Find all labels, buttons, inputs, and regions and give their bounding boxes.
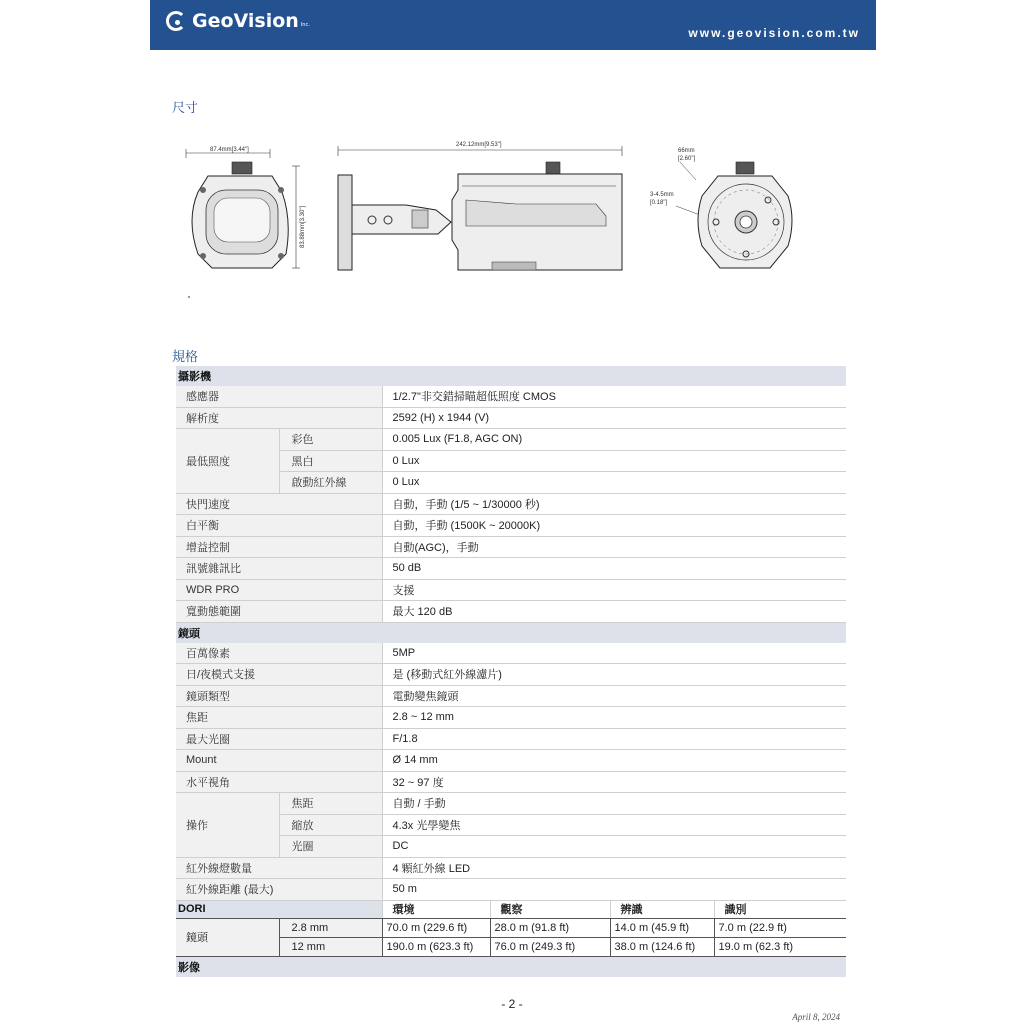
table-row <box>176 879 846 901</box>
stray-dot <box>188 296 190 298</box>
spec-table <box>176 366 846 977</box>
spec-value: 自動 / 手動 <box>382 793 846 815</box>
spec-value: 自動，手動 (1500K ~ 20000K) <box>382 515 846 537</box>
table-row <box>176 601 846 623</box>
spec-value: 50 dB <box>382 558 846 580</box>
spec-label: 感應器 <box>176 386 382 407</box>
table-row <box>176 750 846 772</box>
table-row <box>176 558 846 580</box>
spec-label: 最大光圈 <box>176 728 382 750</box>
spec-label: WDR PRO <box>176 579 382 601</box>
brand-name: GeoVision <box>192 10 299 32</box>
dori-header: 識別 <box>714 900 846 918</box>
brand-logo[interactable] <box>166 10 310 32</box>
spec-sublabel: 黑白 <box>279 450 382 472</box>
spec-label: 紅外線距離 (最大) <box>176 879 382 901</box>
dori-value: 28.0 m (91.8 ft) <box>490 918 610 937</box>
dori-value: 76.0 m (249.3 ft) <box>490 937 610 956</box>
spec-label: 增益控制 <box>176 536 382 558</box>
dori-value: 7.0 m (22.9 ft) <box>714 918 846 937</box>
dori-header-row <box>176 900 846 918</box>
category-image <box>176 956 846 977</box>
spec-value: 32 ~ 97 度 <box>382 771 846 793</box>
table-row <box>176 386 846 407</box>
spec-value: 2.8 ~ 12 mm <box>382 707 846 729</box>
spec-label: 解析度 <box>176 407 382 429</box>
spec-label: 最低照度 <box>176 429 279 494</box>
table-row <box>176 728 846 750</box>
spec-value: 最大 120 dB <box>382 601 846 623</box>
dori-value: 70.0 m (229.6 ft) <box>382 918 490 937</box>
table-row <box>176 771 846 793</box>
table-row <box>176 707 846 729</box>
spec-label: 訊號雜訊比 <box>176 558 382 580</box>
spec-value: 支援 <box>382 579 846 601</box>
back-dia-label: 66mm <box>678 148 695 154</box>
spec-value: 2592 (H) x 1944 (V) <box>382 407 846 429</box>
table-row <box>176 515 846 537</box>
geovision-logo-icon <box>166 11 186 31</box>
specs-title: 規格 <box>172 350 199 365</box>
dori-row <box>176 918 846 937</box>
table-row <box>176 429 846 451</box>
spec-sublabel: 啟動紅外線 <box>279 472 382 494</box>
front-view-drawing <box>186 147 306 268</box>
dori-header: 辨識 <box>610 900 714 918</box>
dori-header: 環境 <box>382 900 490 918</box>
spec-label: 紅外線燈數量 <box>176 857 382 879</box>
category-label: 鏡頭 <box>176 622 846 643</box>
dori-value: 14.0 m (45.9 ft) <box>610 918 714 937</box>
spec-sublabel: 彩色 <box>279 429 382 451</box>
dori-label: DORI <box>176 900 382 918</box>
table-row <box>176 536 846 558</box>
front-width-label: 87.4mm[3.44"] <box>210 147 249 153</box>
dori-value: 190.0 m (623.3 ft) <box>382 937 490 956</box>
category-label: 影像 <box>176 956 846 977</box>
spec-value: 自動，手動 (1/5 ~ 1/30000 秒) <box>382 493 846 515</box>
spec-label: 白平衡 <box>176 515 382 537</box>
side-view-drawing <box>338 142 622 270</box>
spec-value: F/1.8 <box>382 728 846 750</box>
spec-label: Mount <box>176 750 382 772</box>
spec-label: 水平視角 <box>176 771 382 793</box>
front-height-label: 83.88mm[3.30"] <box>300 205 306 248</box>
back-view-drawing <box>650 148 792 268</box>
spec-sublabel: 光圈 <box>279 836 382 858</box>
spec-label: 日/夜模式支援 <box>176 664 382 686</box>
spec-sublabel: 縮放 <box>279 814 382 836</box>
spec-value: 50 m <box>382 879 846 901</box>
document-date: April 8, 2024 <box>792 1012 840 1022</box>
table-row <box>176 643 846 664</box>
spec-value: 1/2.7"非交錯掃瞄超低照度 CMOS <box>382 386 846 407</box>
table-row <box>176 579 846 601</box>
website-link[interactable]: www.geovision.com.tw <box>688 26 860 40</box>
back-hole-in-label: [0.18"] <box>650 200 668 206</box>
table-row <box>176 793 846 815</box>
dori-header: 觀察 <box>490 900 610 918</box>
spec-value: 電動變焦鏡頭 <box>382 685 846 707</box>
back-dia-in-label: [2.60"] <box>678 156 696 162</box>
spec-label: 寬動態範圍 <box>176 601 382 623</box>
dori-lens-size: 12 mm <box>279 937 382 956</box>
spec-value: 0 Lux <box>382 472 846 494</box>
spec-value: 4.3x 光學變焦 <box>382 814 846 836</box>
table-row <box>176 407 846 429</box>
table-row <box>176 857 846 879</box>
spec-value: 5MP <box>382 643 846 664</box>
dimension-drawings <box>176 130 816 300</box>
table-row <box>176 685 846 707</box>
spec-label: 操作 <box>176 793 279 858</box>
spec-value: 0 Lux <box>382 450 846 472</box>
spec-label: 百萬像素 <box>176 643 382 664</box>
spec-value: 是 (移動式紅外線濾片) <box>382 664 846 686</box>
category-label: 攝影機 <box>176 366 846 386</box>
page-number: - 2 - <box>501 997 523 1011</box>
side-length-label: 242.12mm[9.53"] <box>456 142 502 148</box>
back-hole-label: 3-4.5mm <box>650 192 674 198</box>
spec-value: 自動(AGC)，手動 <box>382 536 846 558</box>
category-lens <box>176 622 846 643</box>
spec-label: 鏡頭類型 <box>176 685 382 707</box>
spec-value: 0.005 Lux (F1.8, AGC ON) <box>382 429 846 451</box>
dori-value: 19.0 m (62.3 ft) <box>714 937 846 956</box>
spec-value: 4 顆紅外線 LED <box>382 857 846 879</box>
brand-suffix: Inc. <box>300 22 310 28</box>
table-row <box>176 664 846 686</box>
page-header <box>150 0 876 50</box>
spec-label: 快門速度 <box>176 493 382 515</box>
dori-lens-label: 鏡頭 <box>176 918 279 956</box>
spec-label: 焦距 <box>176 707 382 729</box>
table-row <box>176 493 846 515</box>
dori-lens-size: 2.8 mm <box>279 918 382 937</box>
category-camera <box>176 366 846 386</box>
spec-sublabel: 焦距 <box>279 793 382 815</box>
spec-value: Ø 14 mm <box>382 750 846 772</box>
spec-value: DC <box>382 836 846 858</box>
dori-value: 38.0 m (124.6 ft) <box>610 937 714 956</box>
dimensions-title: 尺寸 <box>172 101 199 116</box>
